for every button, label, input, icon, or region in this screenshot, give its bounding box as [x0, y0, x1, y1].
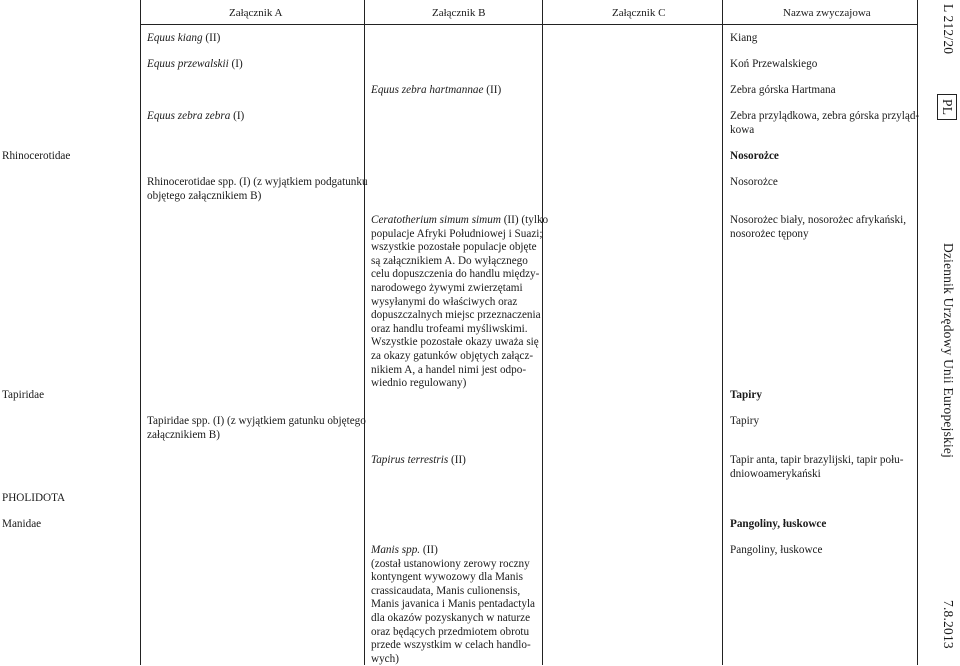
appendix-code: (I) [231, 58, 243, 70]
species-name: Equus zebra hartmannae [371, 84, 484, 96]
entry-line: celu dopuszczenia do handlu między- [371, 268, 540, 281]
species-name: Tapirus terrestris [371, 454, 449, 466]
entry-line: narodowego żywymi zwierzętami [371, 281, 523, 294]
common-name-kiang: Kiang [730, 32, 758, 44]
header-rule [140, 24, 917, 25]
appendix-code: (II) [205, 32, 221, 44]
entry-line: Rhinocerotidae spp. (I) (z wyjątkiem podgatunku [147, 176, 368, 188]
common-name-hartmann-zebra: Zebra górska Hartmana [730, 84, 836, 96]
entry-line: oraz handlu trofeami myśliwskimi. [371, 322, 528, 335]
family-manidae: Manidae [2, 518, 42, 530]
common-name-line: kowa [730, 123, 755, 136]
appendix-code: (I) [233, 110, 245, 122]
common-name-white-rhino [730, 214, 906, 241]
appendix-code: (II) [451, 454, 466, 466]
common-name-line: nosorożec tępony [730, 227, 809, 240]
page-reference: L 212/20 [941, 4, 956, 55]
annex-b-manis-spp [371, 544, 535, 666]
annex-a-tapiridae-spp [147, 415, 366, 442]
species-name: Equus kiang [147, 32, 203, 44]
entry-line: są załącznikiem A. Do wyłącznego [371, 254, 528, 267]
common-name-pangolins: Pangoliny, łuskowce [730, 544, 823, 556]
family-rhinocerotidae: Rhinocerotidae [2, 150, 71, 162]
family-common-manidae: Pangoliny, łuskowce [730, 518, 827, 530]
common-name-line: Zebra przylądkowa, zebra górska przyląd- [730, 110, 920, 122]
entry-line: wiednio regulowany) [371, 377, 467, 390]
annex-b-ceratotherium-simum-simum [371, 214, 548, 391]
common-name-rhinos: Nosorożce [730, 176, 778, 188]
annex-b-tapirus-terrestris [371, 454, 466, 468]
family-tapiridae: Tapiridae [2, 389, 45, 401]
column-divider-name [722, 0, 723, 665]
family-common-tapiridae: Tapiry [730, 389, 762, 401]
species-name: Manis spp. [371, 544, 421, 556]
entry-line: crassicaudata, Manis culionensis, [371, 584, 521, 597]
entry-line: wszystkie pozostałe populacje objęte [371, 241, 537, 254]
entry-line [371, 544, 535, 558]
entry-line: (został ustanowiony zerowy roczny [371, 557, 530, 570]
language-code-box: PL [937, 94, 957, 120]
entry-line: wych) [371, 652, 399, 665]
entry-line: Tapiridae spp. (I) (z wyjątkiem gatunku objętego [147, 415, 366, 427]
column-divider-a [140, 0, 141, 665]
header-annex-a: Załącznik A [229, 7, 283, 19]
entry-line [371, 214, 548, 228]
column-divider-b [364, 0, 365, 665]
common-name-cape-zebra [730, 110, 919, 137]
annex-a-equus-kiang [147, 32, 220, 46]
annex-a-equus-przewalskii [147, 58, 243, 72]
annex-b-equus-zebra-hartmannae [371, 84, 501, 98]
annex-a-rhinocerotidae-spp [147, 176, 368, 203]
entry-line: nikiem A, a handel nimi jest odpo- [371, 363, 527, 376]
header-common-name: Nazwa zwyczajowa [783, 7, 871, 19]
entry-line: załącznikiem B) [147, 428, 220, 441]
common-name-line: Tapir anta, tapir brazylijski, tapir połu- [730, 454, 904, 466]
appendix-code: (II) [486, 84, 502, 96]
family-common-rhinocerotidae: Nosorożce [730, 150, 779, 162]
entry-line: przede wszystkim w celach handlo- [371, 639, 531, 652]
appendix-code: (II) [422, 544, 438, 556]
entry-line: dla okazów pozyskanych w naturze [371, 611, 531, 624]
common-name-lowland-tapir [730, 454, 904, 481]
table-right-border [917, 0, 918, 665]
entry-line: za okazy gatunków objętych załącz- [371, 349, 534, 362]
entry-line: Manis javanica i Manis pentadactyla [371, 598, 536, 611]
species-name: Ceratotherium simum simum [371, 214, 501, 226]
common-name-line: dniowoamerykański [730, 467, 821, 480]
common-name-przewalski: Koń Przewalskiego [730, 58, 818, 70]
entry-line: Wszystkie pozostałe okazy uważa się [371, 336, 539, 349]
entry-text: (II) (tylko [503, 214, 549, 226]
order-pholidota: PHOLIDOTA [2, 492, 66, 504]
header-annex-b: Załącznik B [432, 7, 486, 19]
species-name: Equus zebra zebra [147, 110, 231, 122]
common-name-line: Nosorożec biały, nosorożec afrykański, [730, 214, 907, 226]
species-name: Equus przewalskii [147, 58, 229, 70]
entry-line: populacje Afryki Południowej i Suazi; [371, 227, 543, 240]
entry-line: dopuszczalnych miejsc przeznaczenia [371, 309, 541, 322]
publication-date: 7.8.2013 [941, 600, 956, 649]
annex-a-equus-zebra-zebra [147, 110, 244, 124]
common-name-tapirs: Tapiry [730, 415, 760, 427]
entry-line: objętego załącznikiem B) [147, 189, 262, 202]
entry-line: oraz będących przedmiotem obrotu [371, 625, 530, 638]
header-annex-c: Załącznik C [612, 7, 666, 19]
entry-line: kontyngent wywozowy dla Manis [371, 571, 523, 584]
journal-title: Dziennik Urzędowy Unii Europejskiej [941, 243, 956, 459]
entry-line: wysyłanymi do właściwych oraz [371, 295, 518, 308]
